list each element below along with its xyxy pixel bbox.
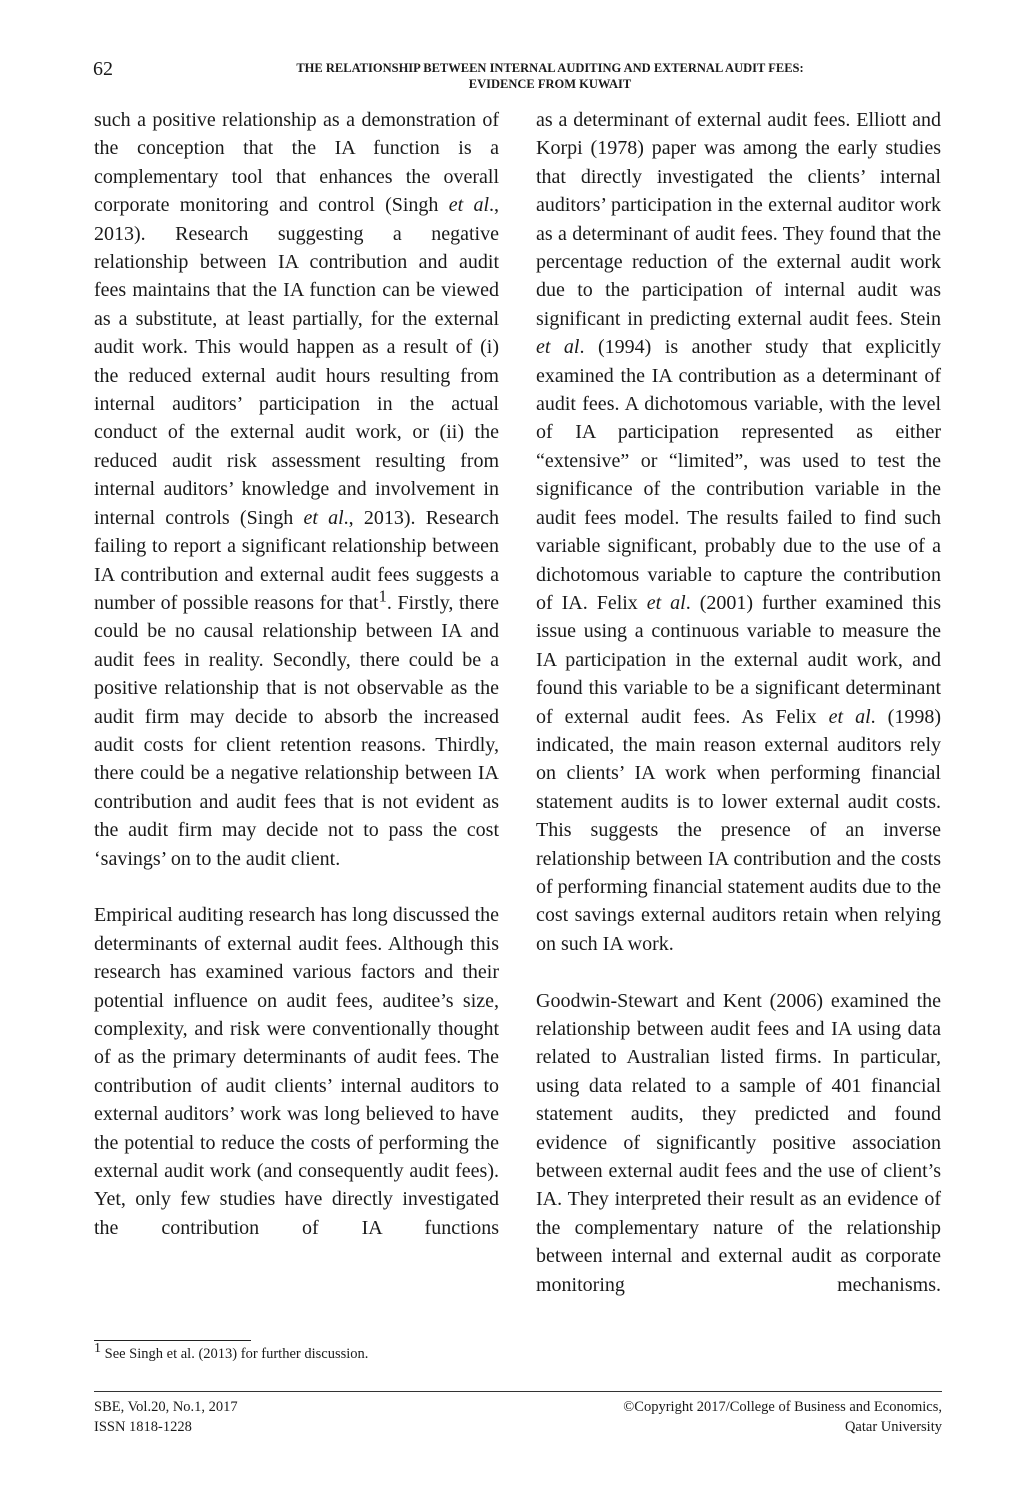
running-title-line-2: EVIDENCE FROM KUWAIT	[468, 77, 632, 91]
text-span: . (1994) is another study that explicitly examined the IA contribution as a determinant of audit fees. A dichotomous variable, with the level of IA participation represented as either “extensive” or “limited”, was used to test the significance of the contribution variable in the audit fees model. The results failed to find such variable significant, probably due to the use of a dichotomous variable to capture the contribution of IA. Felix	[536, 336, 941, 614]
right-paragraph-1	[536, 106, 941, 958]
running-title-line-1: THE RELATIONSHIP BETWEEN INTERNAL AUDITING AND EXTERNAL AUDIT FEES:	[296, 61, 804, 75]
text-span: . Firstly, there could be no causal relationship between IA and audit fees in reality. Secondly, there could be a positive relationship that is not observable as the audit firm may decide to absorb the increased audit costs for client retention reasons. Thirdly, there could be a negative relationship between IA contribution and audit fees that is not evident as the audit firm may decide not to pass the cost ‘savings’ on to the audit client.	[94, 591, 499, 870]
italic-et-al: et al	[448, 194, 489, 217]
footnote-number: 1	[94, 1341, 101, 1357]
running-title	[180, 60, 920, 92]
text-span: . (1998) indicated, the main reason external auditors rely on clients’ IA work when performing financial statement audits is to lower external audit costs. This suggests the presence of an inverse relationship between IA contribution and the costs of performing financial statement audits due to the cost savings external auditors retain when relying on such IA work.	[536, 705, 941, 955]
university: Qatar University	[844, 1419, 942, 1435]
italic-et-al: et al	[828, 705, 871, 728]
text-span: ., 2013). Research failing to report a significant relationship between IA contribution and external audit fees suggests a number of possible reasons for that	[94, 506, 500, 614]
issn: ISSN 1818-1228	[94, 1419, 192, 1435]
italic-et-al: et al	[303, 506, 344, 529]
footer-left	[94, 1397, 238, 1437]
footnote-marker: 1	[378, 586, 387, 606]
right-paragraph-2: Goodwin-Stewart and Kent (2006) examined the relationship between audit fees and IA using data related to Australian listed firms. In particular, using data related to a sample of 401 financial statement audits, they predicted and found evidence of significantly positive association between external audit fees and the use of client’s IA. They interpreted their result as an evidence of the complementary nature of the relationship between internal and external audit as corporate monitoring mechanisms.	[536, 989, 941, 1296]
copyright: ©Copyright 2017/College of Business and Economics,	[623, 1399, 942, 1415]
italic-et-al: et al	[536, 336, 580, 359]
footer-rule	[94, 1391, 942, 1392]
left-paragraph-1	[94, 106, 499, 873]
footnote-text: See Singh et al. (2013) for further discussion.	[101, 1346, 369, 1362]
footer-right	[623, 1397, 942, 1437]
journal-info: SBE, Vol.20, No.1, 2017	[94, 1399, 238, 1415]
footnote	[94, 1341, 369, 1364]
text-span: ., 2013). Research suggesting a negative relationship between IA contribution and audit fees maintains that the IA function can be viewed as a substitute, at least partially, for the external audit work. This would happen as a result of (i) the reduced external audit hours resulting from internal auditors’ participation in the actual conduct of the external audit work, or (ii) the reduced audit risk assessment resulting from internal auditors’ knowledge and involvement in internal controls (Singh	[94, 194, 499, 529]
text-span: such a positive relationship as a demonstration of the conception that the IA function is a complementary tool that enhances the overall corporate monitoring and control (Singh	[94, 109, 499, 217]
footnote-rule	[94, 1340, 251, 1341]
text-span: as a determinant of external audit fees. Elliott and Korpi (1978) paper was among the early studies that directly investigated the clients’ internal auditors’ participation in the external auditor work as a determinant of audit fees. They found that the percentage reduction of the external audit work due to the participation of internal audit was significant in predicting external audit fees. Stein	[536, 109, 941, 330]
right-column	[536, 106, 941, 1299]
page-number: 62	[93, 58, 113, 80]
left-column	[94, 106, 499, 1242]
left-paragraph-2: Empirical auditing research has long discussed the determinants of external audit fees. Although this research has examined various factors and their potential influence on audit fees, auditee’s size, complexity, and risk were conventionally thought of as the primary determinants of audit fees. The contribution of audit clients’ internal auditors to external auditors’ work was long believed to have the potential to reduce the costs of performing the external audit work (and consequently audit fees). Yet, only few studies have directly investigated the contribution of IA functions	[94, 904, 499, 1239]
italic-et-al: et al	[646, 591, 686, 614]
text-span: . (2001) further examined this issue using a continuous variable to measure the IA participation in the external audit work, and found this variable to be a significant determinant of external audit fees. As Felix	[536, 591, 941, 728]
